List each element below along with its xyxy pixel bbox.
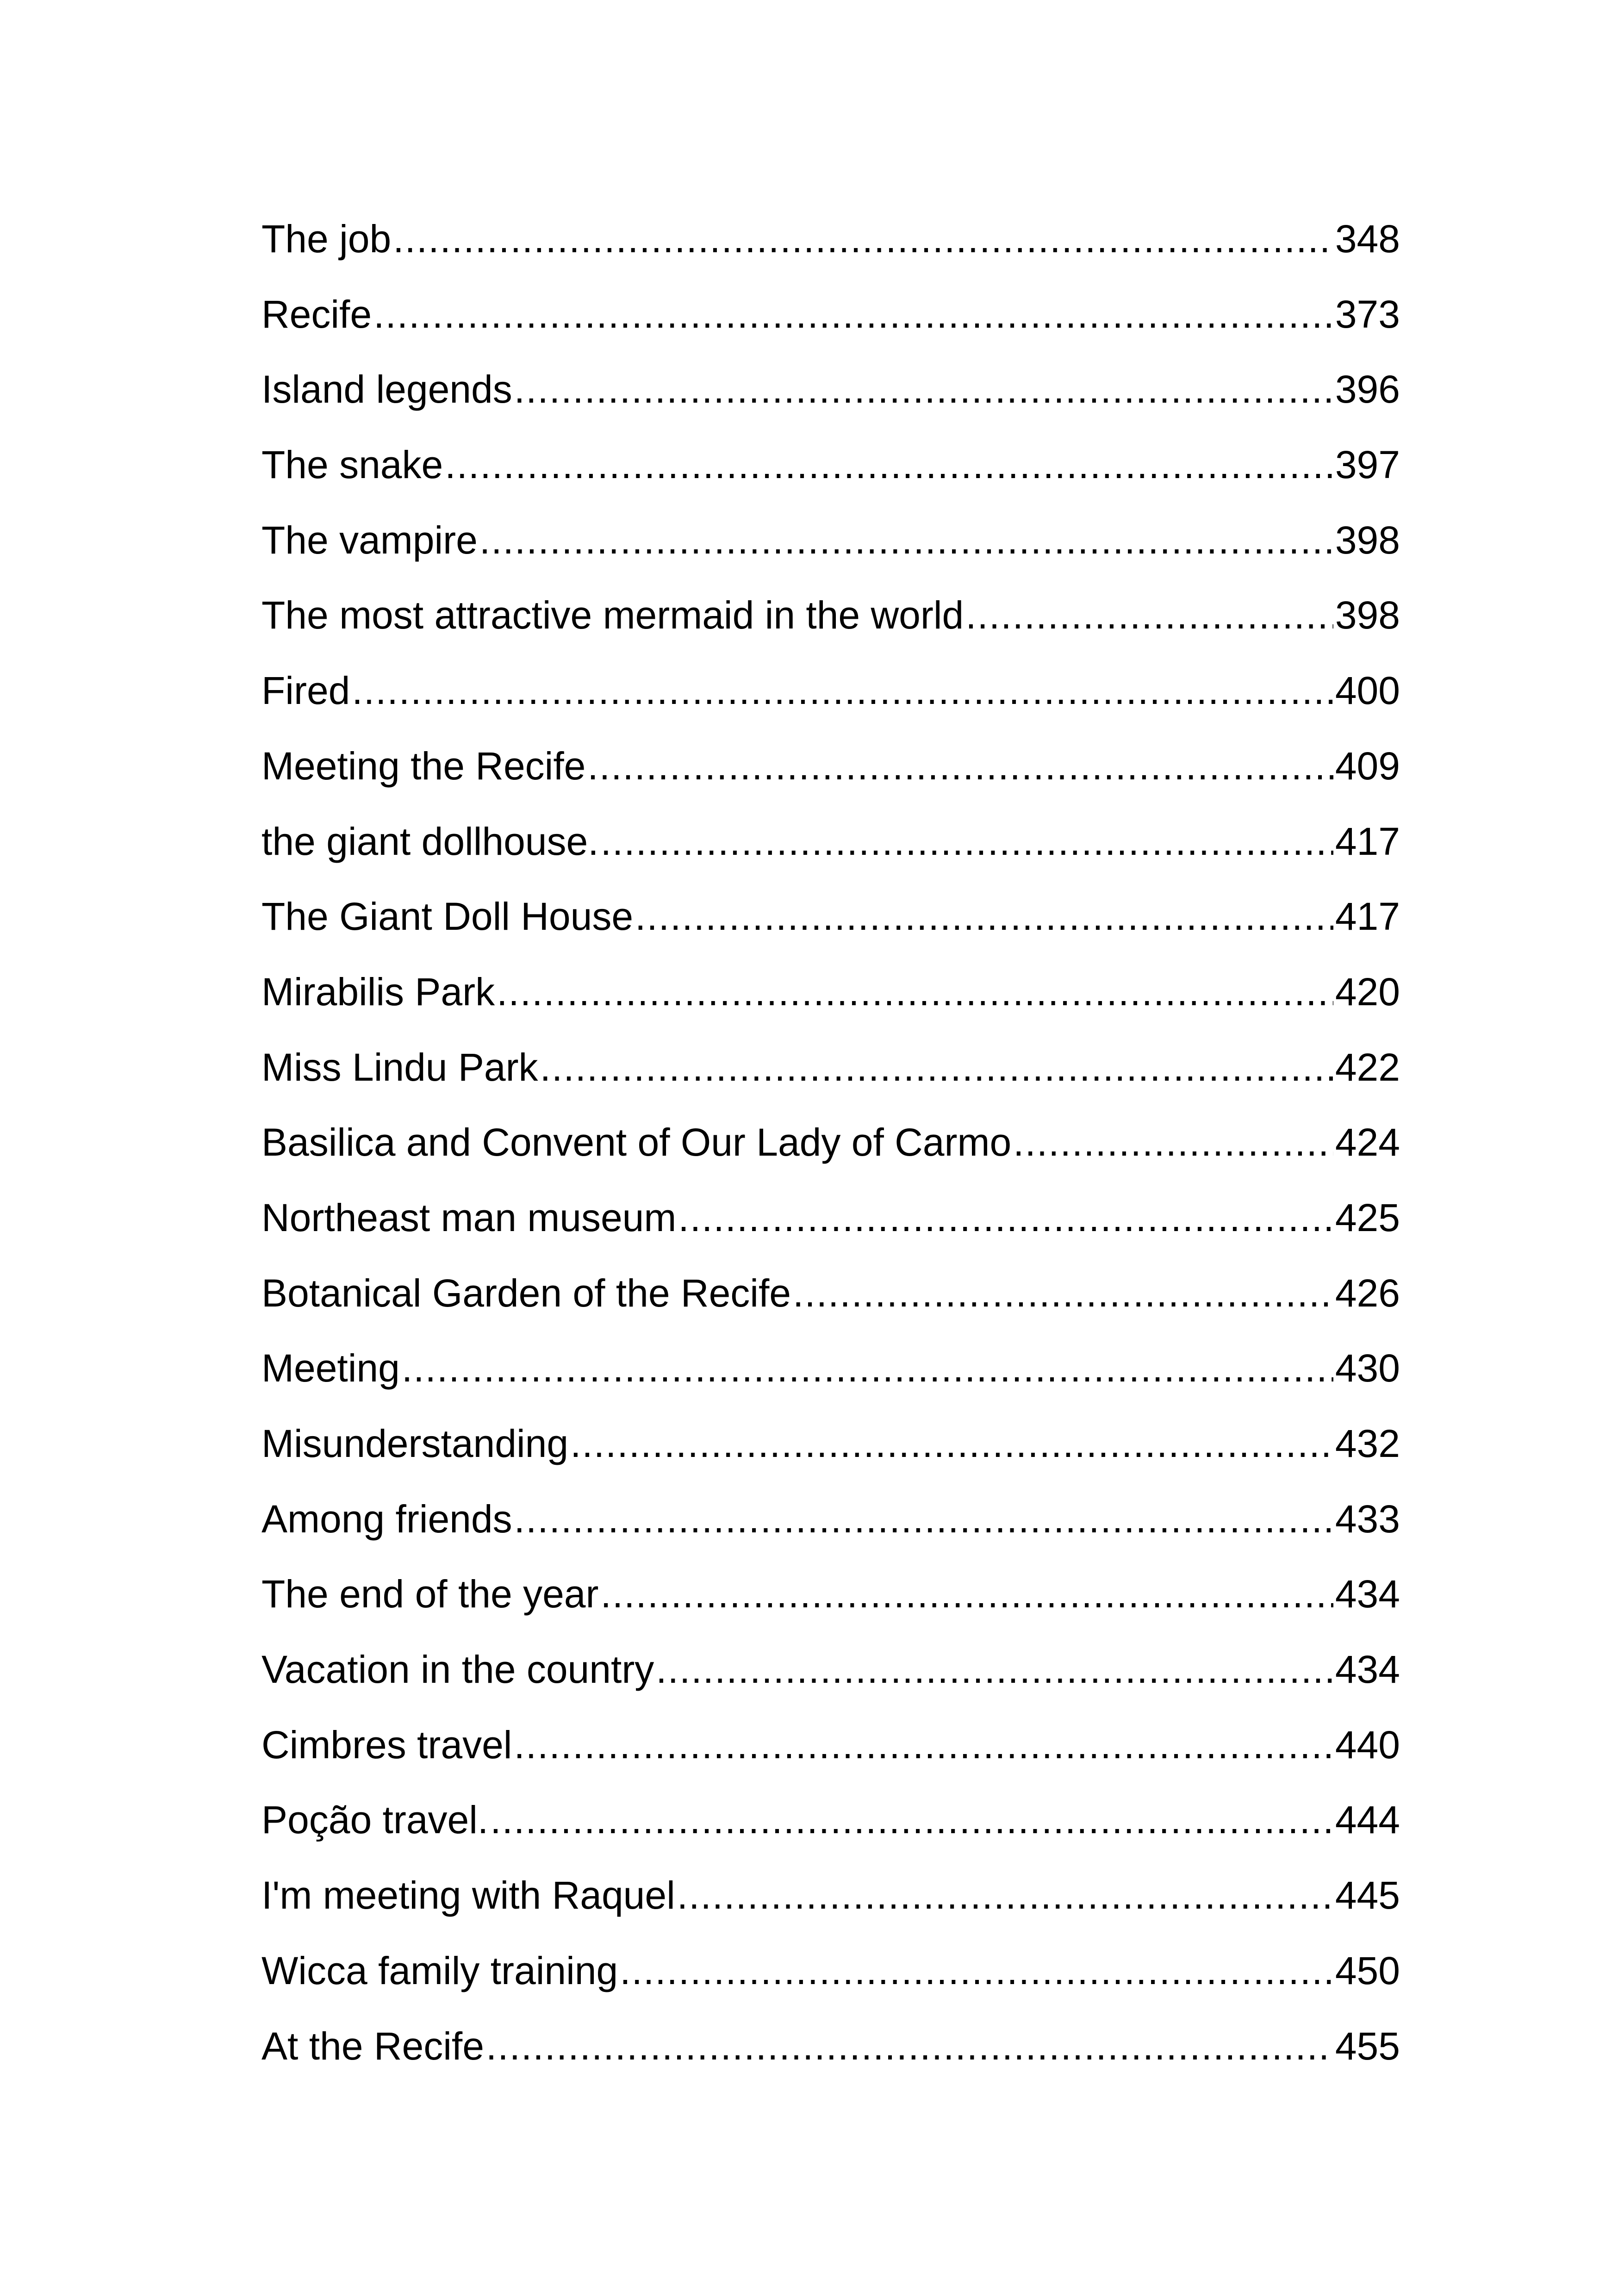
toc-entry[interactable] xyxy=(261,1556,1400,1632)
toc-dot-leader xyxy=(677,1858,1333,1933)
toc-entry-title: I'm meeting with Raquel xyxy=(261,1873,675,1917)
toc-entry[interactable] xyxy=(261,503,1400,578)
toc-entry-page: 430 xyxy=(1335,1346,1400,1390)
toc-entry-title: Wicca family training xyxy=(261,1948,618,1992)
toc-entry-title: The end of the year xyxy=(261,1572,599,1616)
toc-entry-title: Miss Lindu Park xyxy=(261,1045,538,1089)
toc-entry-title: Botanical Garden of the Recife xyxy=(261,1271,791,1315)
toc-dot-leader xyxy=(486,2009,1333,2084)
toc-dot-leader xyxy=(540,1030,1333,1105)
toc-entry[interactable] xyxy=(261,1481,1400,1557)
toc-dot-leader xyxy=(490,1782,1333,1858)
toc-entry-title: The Giant Doll House xyxy=(261,895,634,939)
toc-entry-page: 396 xyxy=(1335,367,1400,411)
toc-entry[interactable] xyxy=(261,1858,1400,1933)
toc-entry[interactable] xyxy=(261,201,1400,277)
toc-entry[interactable] xyxy=(261,1256,1400,1331)
toc-entry-title: The snake xyxy=(261,443,443,487)
toc-entry-page: 398 xyxy=(1335,518,1400,562)
toc-entry-page: 422 xyxy=(1335,1045,1400,1089)
toc-entry[interactable] xyxy=(261,653,1400,728)
toc-dot-leader xyxy=(445,427,1333,503)
toc-entry-title: Fired xyxy=(261,669,350,713)
toc-entry-page: 434 xyxy=(1335,1648,1400,1692)
toc-entry[interactable] xyxy=(261,1180,1400,1256)
toc-entry[interactable] xyxy=(261,1030,1400,1105)
toc-dot-leader xyxy=(635,879,1333,954)
toc-dot-leader xyxy=(497,954,1333,1030)
toc-entry-page: 400 xyxy=(1335,669,1400,713)
toc-entry[interactable] xyxy=(261,1632,1400,1707)
toc-dot-leader xyxy=(570,1406,1333,1481)
toc-entry-title: Among friends xyxy=(261,1497,512,1541)
toc-entry[interactable] xyxy=(261,954,1400,1030)
toc-entry[interactable] xyxy=(261,277,1400,352)
toc-entry-title: The job xyxy=(261,217,392,261)
toc-entry[interactable] xyxy=(261,804,1400,879)
toc-entry-title: Meeting xyxy=(261,1346,400,1390)
toc-dot-leader xyxy=(601,804,1333,879)
toc-entry-title: Basilica and Convent of Our Lady of Carmo xyxy=(261,1120,1012,1164)
toc-entry[interactable] xyxy=(261,578,1400,653)
toc-dot-leader xyxy=(1013,1105,1333,1180)
toc-dot-leader xyxy=(678,1180,1333,1256)
toc-entry-title: Island legends xyxy=(261,367,512,411)
toc-dot-leader xyxy=(373,277,1333,352)
toc-dot-leader xyxy=(514,1481,1333,1557)
toc-entry-title: Misunderstanding xyxy=(261,1422,569,1465)
toc-entry-title: The most attractive mermaid in the world xyxy=(261,593,964,637)
toc-entry[interactable] xyxy=(261,1933,1400,2009)
toc-entry-page: 426 xyxy=(1335,1271,1400,1315)
toc-dot-leader xyxy=(352,653,1333,728)
toc-entry[interactable] xyxy=(261,2009,1400,2084)
toc-entry-page: 425 xyxy=(1335,1195,1400,1239)
toc-entry-page: 445 xyxy=(1335,1873,1400,1917)
toc-entry-page: 373 xyxy=(1335,292,1400,336)
toc-entry-page: 432 xyxy=(1335,1422,1400,1465)
toc-dot-leader xyxy=(793,1256,1333,1331)
toc-entry-page: 433 xyxy=(1335,1497,1400,1541)
toc-entry-page: 348 xyxy=(1335,217,1400,261)
toc-dot-leader xyxy=(479,503,1333,578)
table-of-contents xyxy=(261,201,1400,2084)
toc-entry[interactable] xyxy=(261,1105,1400,1180)
toc-entry[interactable] xyxy=(261,1406,1400,1481)
toc-entry[interactable] xyxy=(261,1782,1400,1858)
toc-entry-page: 417 xyxy=(1335,819,1400,863)
toc-entry-page: 450 xyxy=(1335,1948,1400,1992)
toc-dot-leader xyxy=(587,728,1333,804)
toc-entry-page: 397 xyxy=(1335,443,1400,487)
toc-dot-leader xyxy=(600,1556,1333,1632)
toc-entry[interactable] xyxy=(261,352,1400,427)
toc-entry[interactable] xyxy=(261,1707,1400,1783)
toc-entry[interactable] xyxy=(261,427,1400,503)
toc-entry-page: 417 xyxy=(1335,895,1400,939)
toc-entry[interactable] xyxy=(261,728,1400,804)
toc-dot-leader xyxy=(514,1707,1333,1783)
toc-entry-title: The vampire xyxy=(261,518,478,562)
toc-dot-leader xyxy=(514,352,1333,427)
toc-entry-page: 455 xyxy=(1335,2024,1400,2068)
toc-entry-title: Northeast man museum xyxy=(261,1195,677,1239)
toc-entry-page: 424 xyxy=(1335,1120,1400,1164)
toc-entry-page: 434 xyxy=(1335,1572,1400,1616)
toc-entry-page: 440 xyxy=(1335,1723,1400,1767)
toc-entry-title: Mirabilis Park xyxy=(261,970,495,1014)
toc-entry-title: Meeting the Recife xyxy=(261,744,586,788)
toc-entry-title: the giant dollhouse. xyxy=(261,819,599,863)
toc-entry-title: Cimbres travel xyxy=(261,1723,512,1767)
toc-entry-page: 398 xyxy=(1335,593,1400,637)
toc-dot-leader xyxy=(656,1632,1333,1707)
toc-entry-title: Poção travel. xyxy=(261,1798,489,1842)
toc-dot-leader xyxy=(965,578,1333,653)
toc-dot-leader xyxy=(402,1331,1333,1406)
toc-dot-leader xyxy=(620,1933,1333,2009)
toc-entry-page: 409 xyxy=(1335,744,1400,788)
toc-entry[interactable] xyxy=(261,1331,1400,1406)
toc-entry-title: At the Recife xyxy=(261,2024,484,2068)
toc-entry-title: Recife xyxy=(261,292,372,336)
toc-entry-page: 420 xyxy=(1335,970,1400,1014)
toc-dot-leader xyxy=(393,201,1333,277)
toc-entry[interactable] xyxy=(261,879,1400,954)
toc-entry-title: Vacation in the country xyxy=(261,1648,654,1692)
toc-entry-page: 444 xyxy=(1335,1798,1400,1842)
